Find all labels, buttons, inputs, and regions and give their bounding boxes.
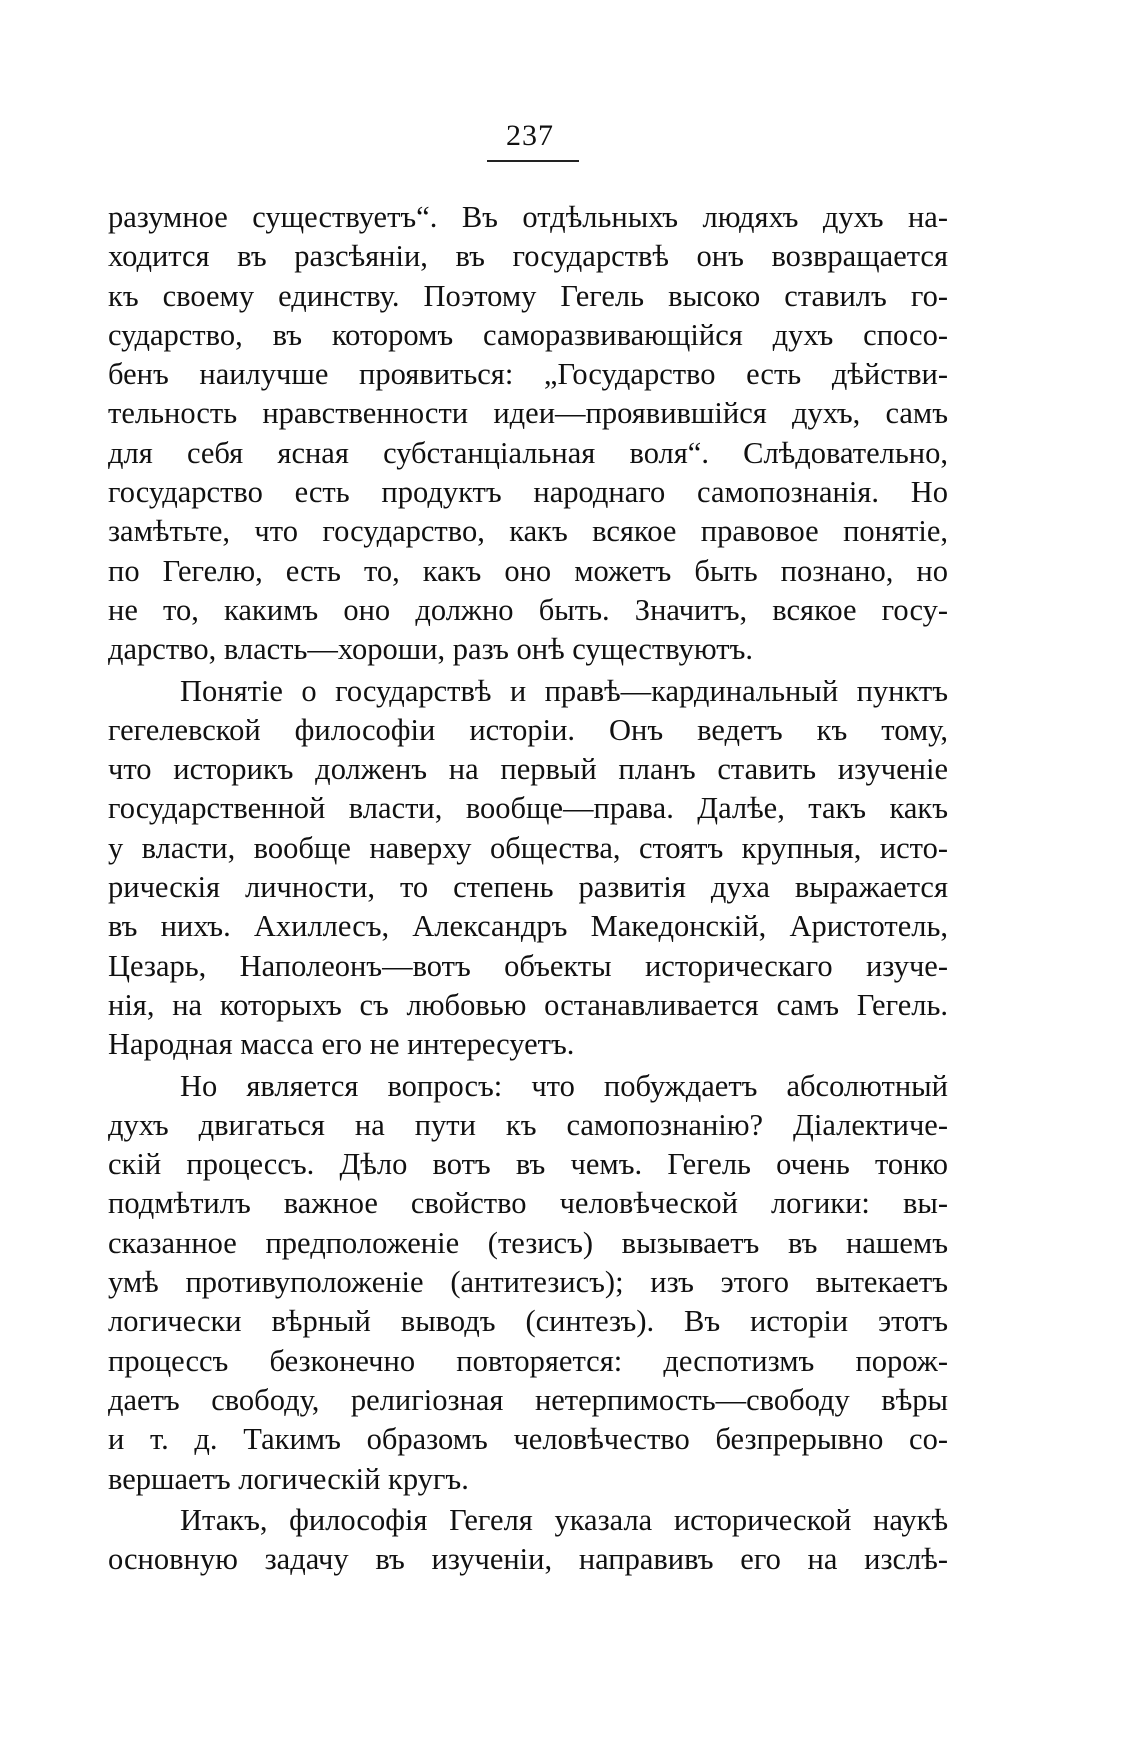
text-line: умѣ противуположеніе (антитезисъ); изъ этого вытекаетъ: [108, 1265, 948, 1300]
text-line: разумное существуетъ“. Въ отдѣльныхъ людяхъ духъ на-: [108, 200, 948, 234]
text-line: гегелевской философіи исторіи. Онъ ведетъ къ тому,: [108, 712, 948, 747]
text-line: нія, на которыхъ съ любовью останавливается самъ Гегель.: [108, 987, 948, 1022]
text-line: Народная масса его не интересуетъ.: [108, 1027, 575, 1062]
paragraph: [108, 1501, 948, 1580]
page-number-rule: [487, 160, 579, 162]
text-line: даетъ свободу, религіозная нетерпимость—свободу вѣры: [108, 1382, 948, 1417]
text-line: въ нихъ. Ахиллесъ, Александръ Македонскій, Аристотель,: [108, 909, 948, 944]
text-line: Понятіе о государствѣ и правѣ—кардинальный пунктъ: [180, 673, 948, 708]
text-line: къ своему единству. Поэтому Гегель высоко ставилъ го-: [108, 278, 948, 313]
text-line: и т. д. Такимъ образомъ человѣчество безпрерывно со-: [108, 1422, 948, 1457]
page-text: [108, 198, 948, 1579]
text-line: Но является вопросъ: что побуждаетъ абсолютный: [180, 1068, 948, 1103]
text-line: подмѣтилъ важное свойство человѣческой логики: вы-: [108, 1186, 948, 1221]
text-line: вершаетъ логическій кругъ.: [108, 1461, 469, 1496]
text-line: ходится въ разсѣяніи, въ государствѣ онъ возвращается: [108, 239, 948, 274]
text-line: тельность нравственности идеи—проявившійся духъ, самъ: [108, 396, 948, 431]
page-number: 237: [506, 119, 554, 152]
text-line: замѣтьте, что государство, какъ всякое правовое понятіе,: [108, 514, 948, 549]
text-line: по Гегелю, есть то, какъ оно можетъ быть познано, но: [108, 553, 948, 588]
text-line: государственной власти, вообще—права. Далѣе, такъ какъ: [108, 791, 948, 826]
text-line: процессъ безконечно повторяется: деспотизмъ порож-: [108, 1343, 948, 1378]
text-line: духъ двигаться на пути къ самопознанію? Діалектиче-: [108, 1107, 948, 1142]
text-line: что историкъ долженъ на первый планъ ставить изученіе: [108, 752, 948, 787]
text-line: не то, какимъ оно должно быть. Значитъ, всякое госу-: [108, 592, 948, 627]
text-line: логически вѣрный выводъ (синтезъ). Въ исторіи этотъ: [108, 1304, 948, 1339]
text-line: Цезарь, Наполеонъ—вотъ объекты историческаго изуче-: [108, 948, 948, 983]
text-line: государство есть продуктъ народнаго самопознанія. Но: [108, 475, 948, 510]
text-line: рическія личности, то степень развитія духа выражается: [108, 870, 948, 905]
text-line: основную задачу въ изученіи, направивъ его на изслѣ-: [108, 1542, 948, 1577]
text-line: дарство, власть—хороши, разъ онѣ существуютъ.: [108, 632, 754, 667]
paragraph: [108, 1067, 948, 1499]
text-line: скій процессъ. Дѣло вотъ въ чемъ. Гегель очень тонко: [108, 1147, 948, 1182]
text-line: сударство, въ которомъ саморазвивающійся духъ спосо-: [108, 317, 948, 352]
paragraph: [108, 198, 948, 670]
text-line: бенъ наилучше проявиться: „Государство есть дѣйстви-: [108, 357, 948, 392]
text-line: Итакъ, философія Гегеля указала исторической наукѣ: [180, 1502, 948, 1537]
text-line: для себя ясная субстанціальная воля“. Слѣдовательно,: [108, 435, 948, 470]
paragraph: [108, 672, 948, 1065]
text-line: у власти, вообще наверху общества, стоятъ крупныя, исто-: [108, 830, 948, 865]
text-line: сказанное предположеніе (тезисъ) вызываетъ въ нашемъ: [108, 1225, 948, 1260]
